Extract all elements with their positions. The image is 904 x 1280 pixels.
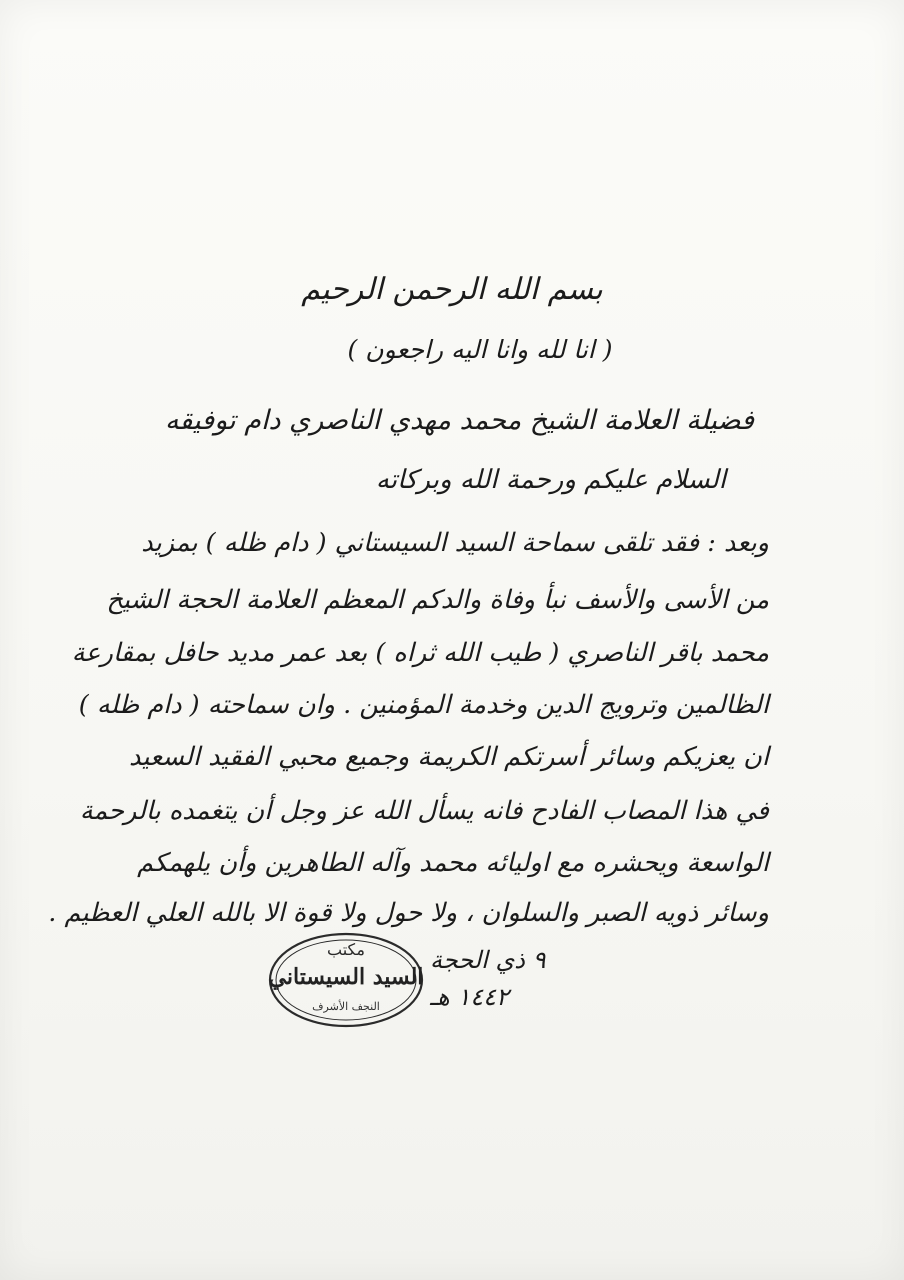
- body-line-8: وسائر ذويه الصبر والسلوان ، ولا حول ولا قوة الا بالله العلي العظيم .: [48, 898, 769, 928]
- body-line-4: الظالمين وترويج الدين وخدمة المؤمنين . وان سماحته ( دام ظله ): [78, 690, 769, 720]
- body-line-6: في هذا المصاب الفادح فانه يسأل الله عز وجل أن يتغمده بالرحمة: [79, 796, 769, 826]
- seal-name: السيد السيستاني: [268, 964, 424, 990]
- body-line-1: وبعد : فقد تلقى سماحة السيد السيستاني ( دام ظله ) بمزيد: [141, 528, 769, 558]
- seal-office-label: مكتب: [327, 940, 365, 959]
- greeting: السلام عليكم ورحمة الله وبركاته: [375, 465, 726, 495]
- basmala: بسم الله الرحمن الرحيم: [301, 272, 603, 307]
- body-line-3: محمد باقر الناصري ( طيب الله ثراه ) بعد عمر مديد حافل بمقارعة: [71, 638, 769, 668]
- body-line-7: الواسعة ويحشره مع اوليائه محمد وآله الطاهرين وأن يلهمكم: [137, 848, 769, 878]
- date-day-month: ٩ ذي الحجة: [430, 946, 546, 974]
- date-year: ١٤٤٢ هـ: [430, 983, 509, 1011]
- body-line-5: ان يعزيكم وسائر أسرتكم الكريمة وجميع محبي الفقيد السعيد: [129, 742, 769, 772]
- istirja-verse: ( انا لله وانا اليه راجعون ): [347, 335, 613, 364]
- seal-place: النجف الأشرف: [312, 1000, 380, 1013]
- office-seal: [266, 930, 426, 1030]
- addressee: فضيلة العلامة الشيخ محمد مهدي الناصري دام توفيقه: [165, 405, 754, 436]
- body-line-2: من الأسى والأسف نبأ وفاة والدكم المعظم العلامة الحجة الشيخ: [106, 585, 769, 615]
